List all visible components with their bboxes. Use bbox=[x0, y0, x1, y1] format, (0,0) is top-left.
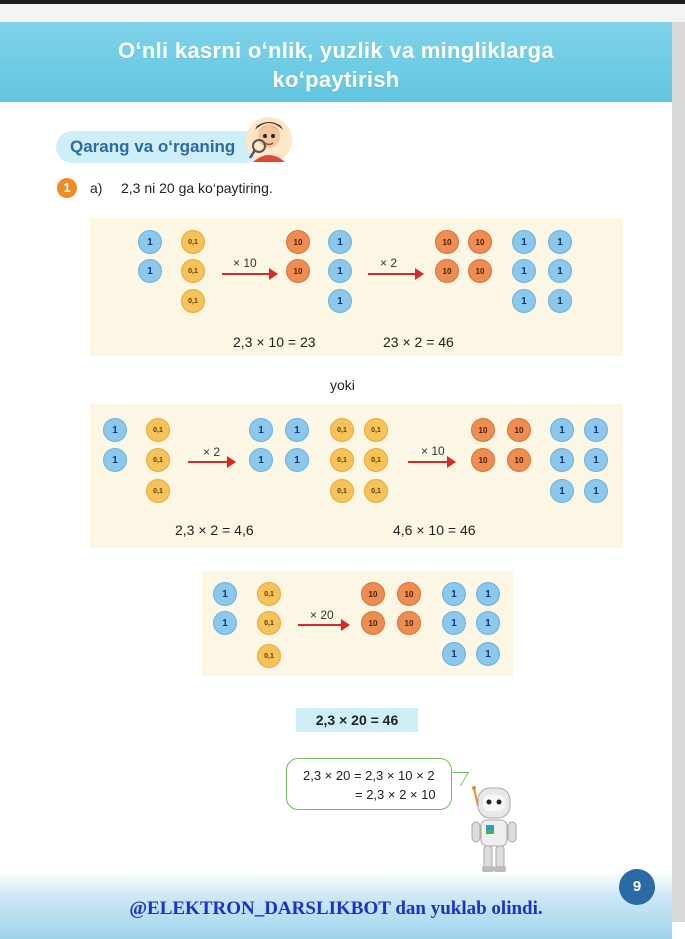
arrow-label: × 10 bbox=[233, 256, 257, 270]
coin-ten: 10 bbox=[435, 230, 459, 254]
coin-tenth: 0,1 bbox=[257, 644, 281, 668]
coin-one: 1 bbox=[476, 611, 500, 635]
robot-icon bbox=[464, 782, 524, 874]
coin-one: 1 bbox=[213, 582, 237, 606]
page-title-line-2: ko‘paytirish bbox=[272, 67, 400, 92]
coin-one: 1 bbox=[442, 582, 466, 606]
arrow-label: × 2 bbox=[380, 256, 398, 270]
coin-one: 1 bbox=[442, 611, 466, 635]
equation: 2,3 × 2 = 4,6 bbox=[175, 522, 254, 538]
equation: 23 × 2 = 46 bbox=[383, 334, 454, 350]
page-right-edge bbox=[672, 22, 685, 922]
coin-one: 1 bbox=[138, 259, 162, 283]
coin-one: 1 bbox=[512, 230, 536, 254]
coin-one: 1 bbox=[442, 642, 466, 666]
coin-one: 1 bbox=[328, 289, 352, 313]
task-number-badge: 1 bbox=[57, 178, 77, 198]
title-banner bbox=[0, 22, 672, 102]
equation: 4,6 × 10 = 46 bbox=[393, 522, 476, 538]
coin-one: 1 bbox=[103, 448, 127, 472]
coin-ten: 10 bbox=[286, 259, 310, 283]
arrow-icon bbox=[408, 455, 456, 469]
coin-tenth: 0,1 bbox=[257, 582, 281, 606]
coin-ten: 10 bbox=[397, 582, 421, 606]
coin-tenth: 0,1 bbox=[146, 479, 170, 503]
coin-one: 1 bbox=[285, 418, 309, 442]
model-panel-2 bbox=[90, 404, 623, 548]
bubble-line-2: = 2,3 × 2 × 10 bbox=[355, 787, 436, 802]
coin-one: 1 bbox=[213, 611, 237, 635]
coin-one: 1 bbox=[550, 418, 574, 442]
coin-tenth: 0,1 bbox=[330, 479, 354, 503]
coin-one: 1 bbox=[285, 448, 309, 472]
equation: 2,3 × 10 = 23 bbox=[233, 334, 316, 350]
coin-one: 1 bbox=[512, 289, 536, 313]
page-title-line-1: O‘nli kasrni o‘nlik, yuzlik va mingliklarga bbox=[118, 38, 554, 63]
coin-tenth: 0,1 bbox=[330, 418, 354, 442]
coin-one: 1 bbox=[103, 418, 127, 442]
watermark-text: @ELEKTRON_DARSLIKBOT dan yuklab olindi. bbox=[129, 898, 543, 919]
coin-tenth: 0,1 bbox=[146, 418, 170, 442]
task-letter: a) bbox=[90, 180, 103, 196]
coin-ten: 10 bbox=[507, 448, 531, 472]
coin-ten: 10 bbox=[471, 448, 495, 472]
coin-ten: 10 bbox=[397, 611, 421, 635]
coin-ten: 10 bbox=[286, 230, 310, 254]
coin-ten: 10 bbox=[361, 611, 385, 635]
coin-ten: 10 bbox=[435, 259, 459, 283]
model-panel-3 bbox=[202, 571, 513, 676]
coin-one: 1 bbox=[249, 448, 273, 472]
arrow-label: × 10 bbox=[421, 444, 445, 458]
coin-ten: 10 bbox=[507, 418, 531, 442]
arrow-label: × 20 bbox=[310, 608, 334, 622]
or-label: yoki bbox=[330, 377, 355, 393]
coin-one: 1 bbox=[584, 479, 608, 503]
coin-ten: 10 bbox=[361, 582, 385, 606]
arrow-label: × 2 bbox=[203, 445, 221, 459]
coin-one: 1 bbox=[584, 448, 608, 472]
coin-tenth: 0,1 bbox=[364, 448, 388, 472]
coin-tenth: 0,1 bbox=[364, 479, 388, 503]
bubble-line-1: 2,3 × 20 = 2,3 × 10 × 2 bbox=[303, 768, 435, 783]
coin-one: 1 bbox=[548, 259, 572, 283]
page-top-edge bbox=[0, 0, 685, 22]
section-label bbox=[56, 131, 262, 163]
coin-one: 1 bbox=[476, 642, 500, 666]
coin-one: 1 bbox=[548, 230, 572, 254]
result-box bbox=[296, 708, 418, 732]
coin-tenth: 0,1 bbox=[364, 418, 388, 442]
coin-one: 1 bbox=[249, 418, 273, 442]
coin-ten: 10 bbox=[471, 418, 495, 442]
coin-one: 1 bbox=[328, 259, 352, 283]
coin-one: 1 bbox=[138, 230, 162, 254]
section-label-text: Qarang va o‘rganing bbox=[70, 137, 236, 156]
speech-bubble bbox=[286, 758, 452, 810]
coin-one: 1 bbox=[548, 289, 572, 313]
arrow-icon bbox=[298, 618, 350, 632]
model-panel-1 bbox=[90, 218, 623, 356]
coin-ten: 10 bbox=[468, 230, 492, 254]
coin-tenth: 0,1 bbox=[181, 230, 205, 254]
coin-tenth: 0,1 bbox=[330, 448, 354, 472]
coin-one: 1 bbox=[550, 448, 574, 472]
coin-one: 1 bbox=[328, 230, 352, 254]
coin-ten: 10 bbox=[468, 259, 492, 283]
boy-with-magnifier-icon bbox=[245, 114, 293, 166]
arrow-icon bbox=[188, 455, 236, 469]
coin-tenth: 0,1 bbox=[257, 611, 281, 635]
task-text: 2,3 ni 20 ga ko‘paytiring. bbox=[121, 180, 273, 196]
arrow-icon bbox=[368, 267, 424, 281]
coin-one: 1 bbox=[584, 418, 608, 442]
coin-one: 1 bbox=[512, 259, 536, 283]
coin-one: 1 bbox=[550, 479, 574, 503]
page-number: 9 bbox=[619, 869, 655, 905]
arrow-icon bbox=[222, 267, 278, 281]
coin-one: 1 bbox=[476, 582, 500, 606]
coin-tenth: 0,1 bbox=[181, 289, 205, 313]
coin-tenth: 0,1 bbox=[146, 448, 170, 472]
coin-tenth: 0,1 bbox=[181, 259, 205, 283]
result-equation: 2,3 × 20 = 46 bbox=[315, 712, 399, 728]
